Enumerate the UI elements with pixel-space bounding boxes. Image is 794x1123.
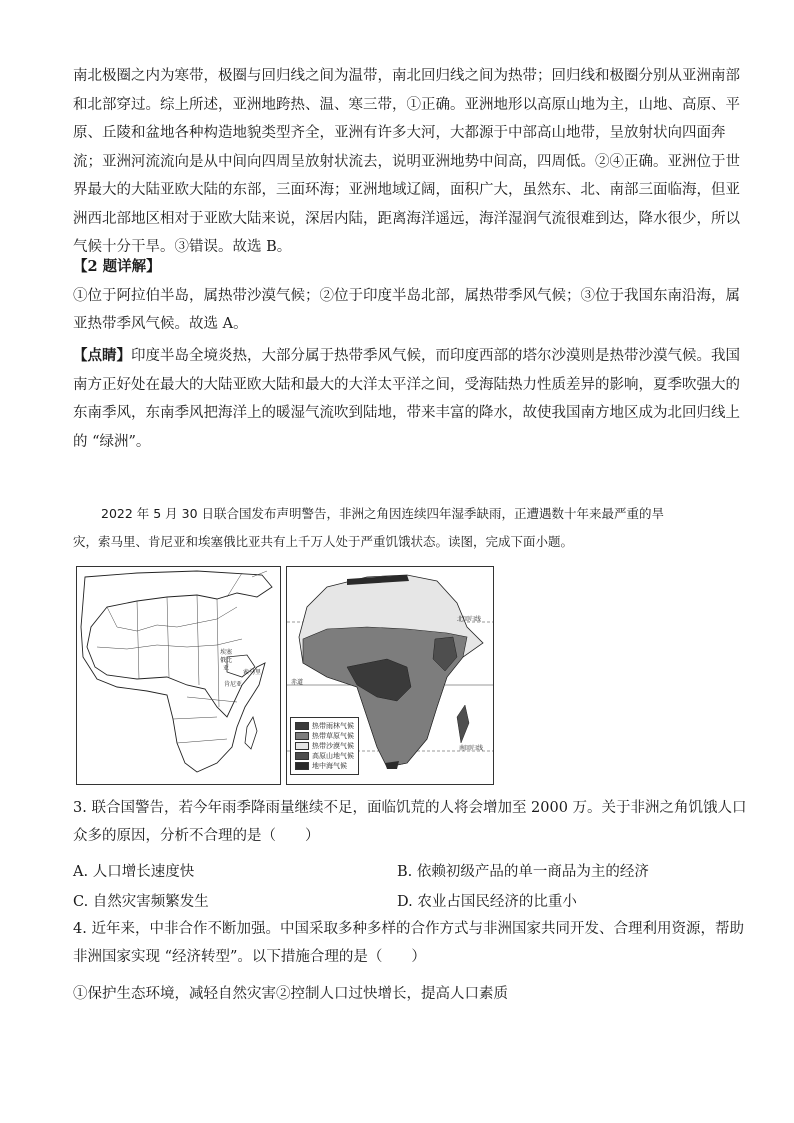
text-line: 流；亚洲河流流向是从中间向四周呈放射状流去，说明亚洲地势中间高，四周低。②④正确。亚洲位于世 [73, 153, 740, 170]
legend-swatch [295, 752, 309, 760]
legend-swatch [295, 732, 309, 740]
text-line: ①位于阿拉伯半岛，属热带沙漠气候；②位于印度半岛北部，属热带季风气候；③位于我国东南沿海，属 [73, 287, 740, 304]
question-4-stem [73, 915, 744, 971]
legend-label: 热带草原气候 [312, 732, 354, 740]
text-line: 灾，索马里、肯尼亚和埃塞俄比亚共有上千万人处于严重饥饿状态。读图，完成下面小题。 [73, 534, 574, 549]
question-3-stem [73, 794, 747, 850]
legend-swatch [295, 762, 309, 770]
africa-climate-map [286, 566, 494, 785]
text-line: 4. 近年来，中非合作不断加强。中国采取多种多样的合作方式与非洲国家共同开发、合理利用资源，帮助 [73, 921, 744, 937]
tip-heading: 【点睛】 [73, 347, 131, 364]
text-line: 非洲国家实现 “经济转型”。以下措施合理的是（ ） [73, 949, 426, 965]
legend-item [295, 751, 354, 761]
text-line: 南方正好处在最大的大陆亚欧大陆和最大的大洋太平洋之间，受海陆热力性质差异的影响，夏季吹强大的 [73, 376, 740, 393]
text-line: 3. 联合国警告，若今年雨季降雨量继续不足，面临饥荒的人将会增加至 2000 万。关于非洲之角饥饿人口 [73, 800, 747, 816]
text-line: 东南季风，东南季风把海洋上的暖湿气流吹到陆地，带来丰富的降水，故使我国南方地区成为北回归线上 [73, 405, 740, 421]
legend-label: 热带雨林气候 [312, 722, 354, 730]
legend-item [295, 731, 354, 741]
text-line: 2022 年 5 月 30 日联合国发布声明警告，非洲之角因连续四年湿季缺雨，正遭遇数十年来最严重的旱 [101, 506, 665, 521]
section-heading: 【2 题详解】 [73, 258, 161, 275]
tropic-cancer-label: 北回归线 [457, 616, 482, 623]
map-label: 亚 [223, 665, 230, 672]
intro-paragraph [73, 62, 740, 262]
text-line: 和北部穿过。综上所述，亚洲地跨热、温、寒三带，①正确。亚洲地形以高原山地为主，山地、高原、平 [73, 96, 740, 113]
africa-political-map [76, 566, 281, 785]
text-line: 气候十分干旱。③错误。故选 B。 [73, 239, 292, 255]
legend-swatch [295, 722, 309, 730]
text-line: 亚热带季风气候。故选 A。 [73, 316, 248, 332]
text-line: 界最大的大陆亚欧大陆的东部，三面环海；亚洲地域辽阔，面积广大，虽然东、北、南部三面临海，但亚 [73, 182, 740, 198]
tip-section [73, 342, 740, 456]
map-label: 俄比 [220, 657, 233, 664]
map-label: 肯尼亚 [224, 681, 243, 688]
q3-option-b[interactable]: B. 依赖初级产品的单一商品为主的经济 [397, 864, 649, 880]
climate-legend [290, 717, 359, 775]
text-line [73, 342, 740, 371]
q3-option-c[interactable]: C. 自然灾害频繁发生 [73, 894, 209, 910]
text-line: 的 “绿洲”。 [73, 433, 151, 450]
question-intro [73, 500, 723, 556]
q3-option-a[interactable]: A. 人口增长速度快 [73, 864, 195, 880]
detail2-section [73, 253, 740, 339]
legend-label: 高原山地气候 [312, 752, 354, 760]
map-label: 索马里 [243, 669, 262, 676]
text-line: 南北极圈之内为寒带，极圈与回归线之间为温带，南北回归线之间为热带；回归线和极圈分别从亚洲南部 [73, 68, 740, 84]
legend-label: 地中海气候 [312, 762, 347, 770]
text-line: 众多的原因，分析不合理的是（ ） [73, 828, 320, 844]
legend-label: 热带沙漠气候 [312, 742, 354, 750]
legend-item [295, 721, 354, 731]
map-label: 埃塞 [220, 649, 233, 656]
text-line: 洲西北部地区相对于亚欧大陆来说，深居内陆，距离海洋遥远，海洋湿润气流很难到达，降水很少，所以 [73, 210, 740, 227]
legend-swatch [295, 742, 309, 750]
text-line: 原、丘陵和盆地各种构造地貌类型齐全，亚洲有许多大河，大都源于中部高山地带，呈放射状向四面奔 [73, 125, 726, 141]
tropic-capricorn-label: 南回归线 [459, 745, 484, 752]
q3-option-d[interactable]: D. 农业占国民经济的比重小 [397, 894, 577, 910]
q4-items: ①保护生态环境，减轻自然灾害②控制人口过快增长，提高人口素质 [73, 986, 508, 1002]
legend-item [295, 741, 354, 751]
tip-first-line: 印度半岛全境炎热，大部分属于热带季风气候，而印度西部的塔尔沙漠则是热带沙漠气候。我国 [131, 348, 740, 364]
equator-label: 赤道 [291, 679, 304, 686]
legend-item [295, 761, 354, 771]
